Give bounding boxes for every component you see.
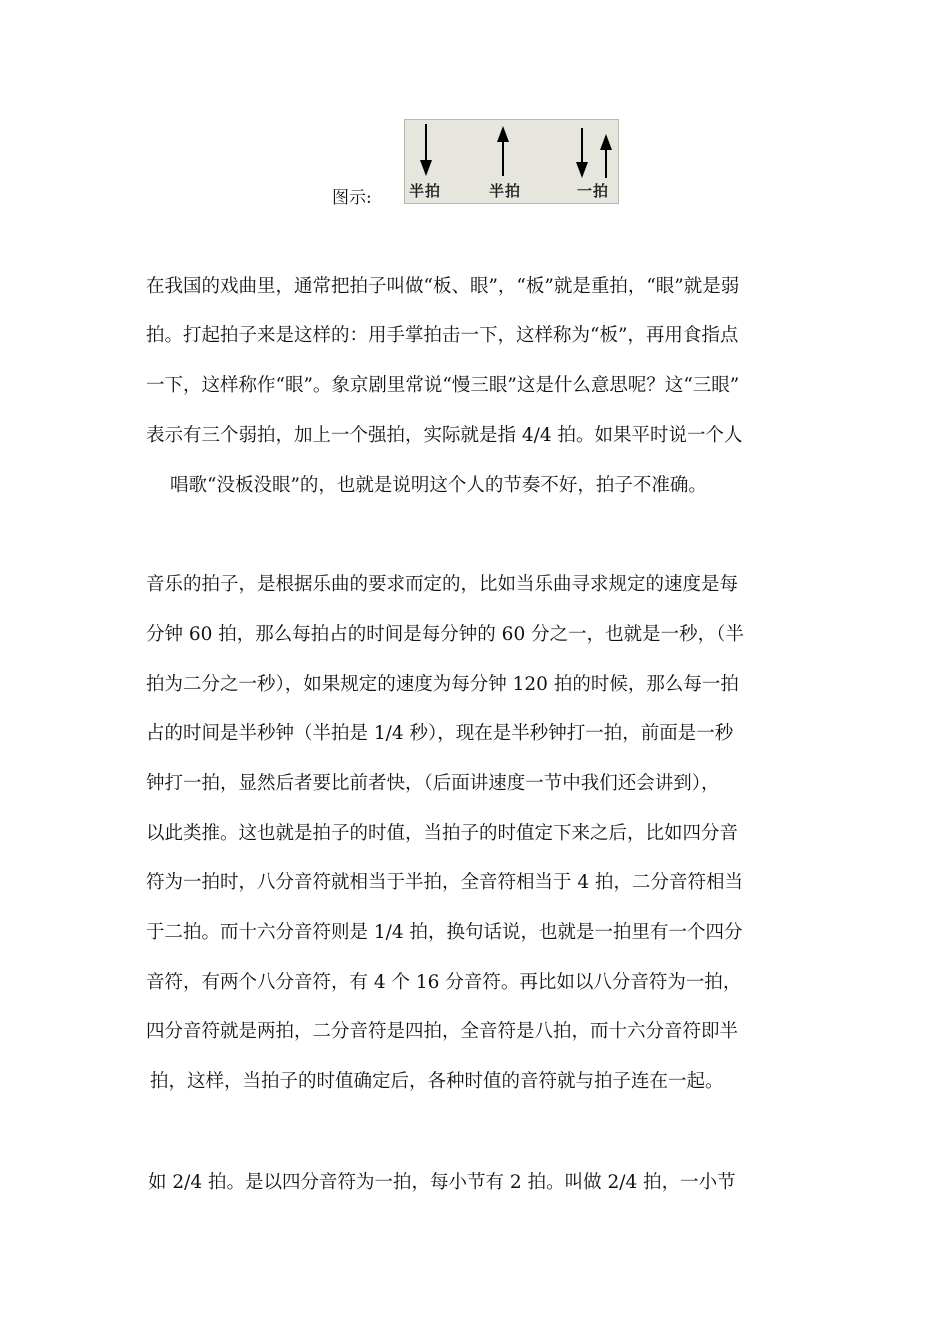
paragraph-2-line: 于二拍。而十六分音符则是 1/4 拍，换句话说，也就是一拍里有一个四分	[146, 922, 743, 943]
paragraph-2-line: 分钟 60 拍，那么每拍占的时间是每分钟的 60 分之一，也就是一秒，（半	[146, 624, 744, 645]
paragraph-3-line: 如 2/4 拍。是以四分音符为一拍，每小节有 2 拍。叫做 2/4 拍，一小节	[148, 1172, 736, 1193]
paragraph-1-line: 唱歌“没板没眼”的，也就是说明这个人的节奏不好，拍子不准确。	[170, 475, 707, 496]
caption-half-beat: 半拍	[409, 182, 442, 200]
paragraph-1-line: 在我国的戏曲里，通常把拍子叫做“板、眼”，“板”就是重拍，“眼”就是弱	[146, 276, 740, 297]
down-arrow-icon	[576, 128, 588, 178]
caption-half-beat: 半拍	[489, 182, 522, 200]
paragraph-1-line: 拍。打起拍子来是这样的：用手掌拍击一下，这样称为“板”，再用食指点	[146, 325, 739, 346]
beat-diagram	[404, 119, 619, 204]
paragraph-2-line: 音符，有两个八分音符，有 4 个 16 分音符。再比如以八分音符为一拍，	[146, 972, 742, 993]
paragraph-2-line: 以此类推。这也就是拍子的时值，当拍子的时值定下来之后，比如四分音	[146, 823, 739, 844]
up-arrow-icon	[600, 134, 612, 178]
figure-label: 图示:	[332, 188, 372, 208]
up-arrow-icon	[497, 126, 509, 176]
paragraph-2-line: 拍，这样，当拍子的时值确定后，各种时值的音符就与拍子连在一起。	[150, 1071, 724, 1092]
paragraph-2-line: 占的时间是半秒钟（半拍是 1/4 秒），现在是半秒钟打一拍，前面是一秒	[146, 723, 734, 744]
paragraph-1-line: 表示有三个弱拍，加上一个强拍，实际就是指 4/4 拍。如果平时说一个人	[146, 425, 743, 446]
paragraph-2-line: 四分音符就是两拍，二分音符是四拍，全音符是八拍，而十六分音符即半	[146, 1021, 739, 1042]
paragraph-2-line: 拍为二分之一秒），如果规定的速度为每分钟 120 拍的时候，那么每一拍	[146, 674, 739, 695]
paragraph-2-line: 符为一拍时，八分音符就相当于半拍，全音符相当于 4 拍，二分音符相当	[146, 872, 744, 893]
paragraph-2-line: 钟打一拍，显然后者要比前者快，（后面讲速度一节中我们还会讲到），	[146, 773, 720, 794]
paragraph-1-line: 一下，这样称作“眼”。象京剧里常说“慢三眼”这是什么意思呢？这“三眼”	[146, 375, 740, 396]
down-arrow-icon	[420, 124, 432, 176]
paragraph-2-line: 音乐的拍子，是根据乐曲的要求而定的，比如当乐曲寻求规定的速度是每	[146, 574, 739, 595]
caption-one-beat: 一拍	[577, 182, 610, 200]
